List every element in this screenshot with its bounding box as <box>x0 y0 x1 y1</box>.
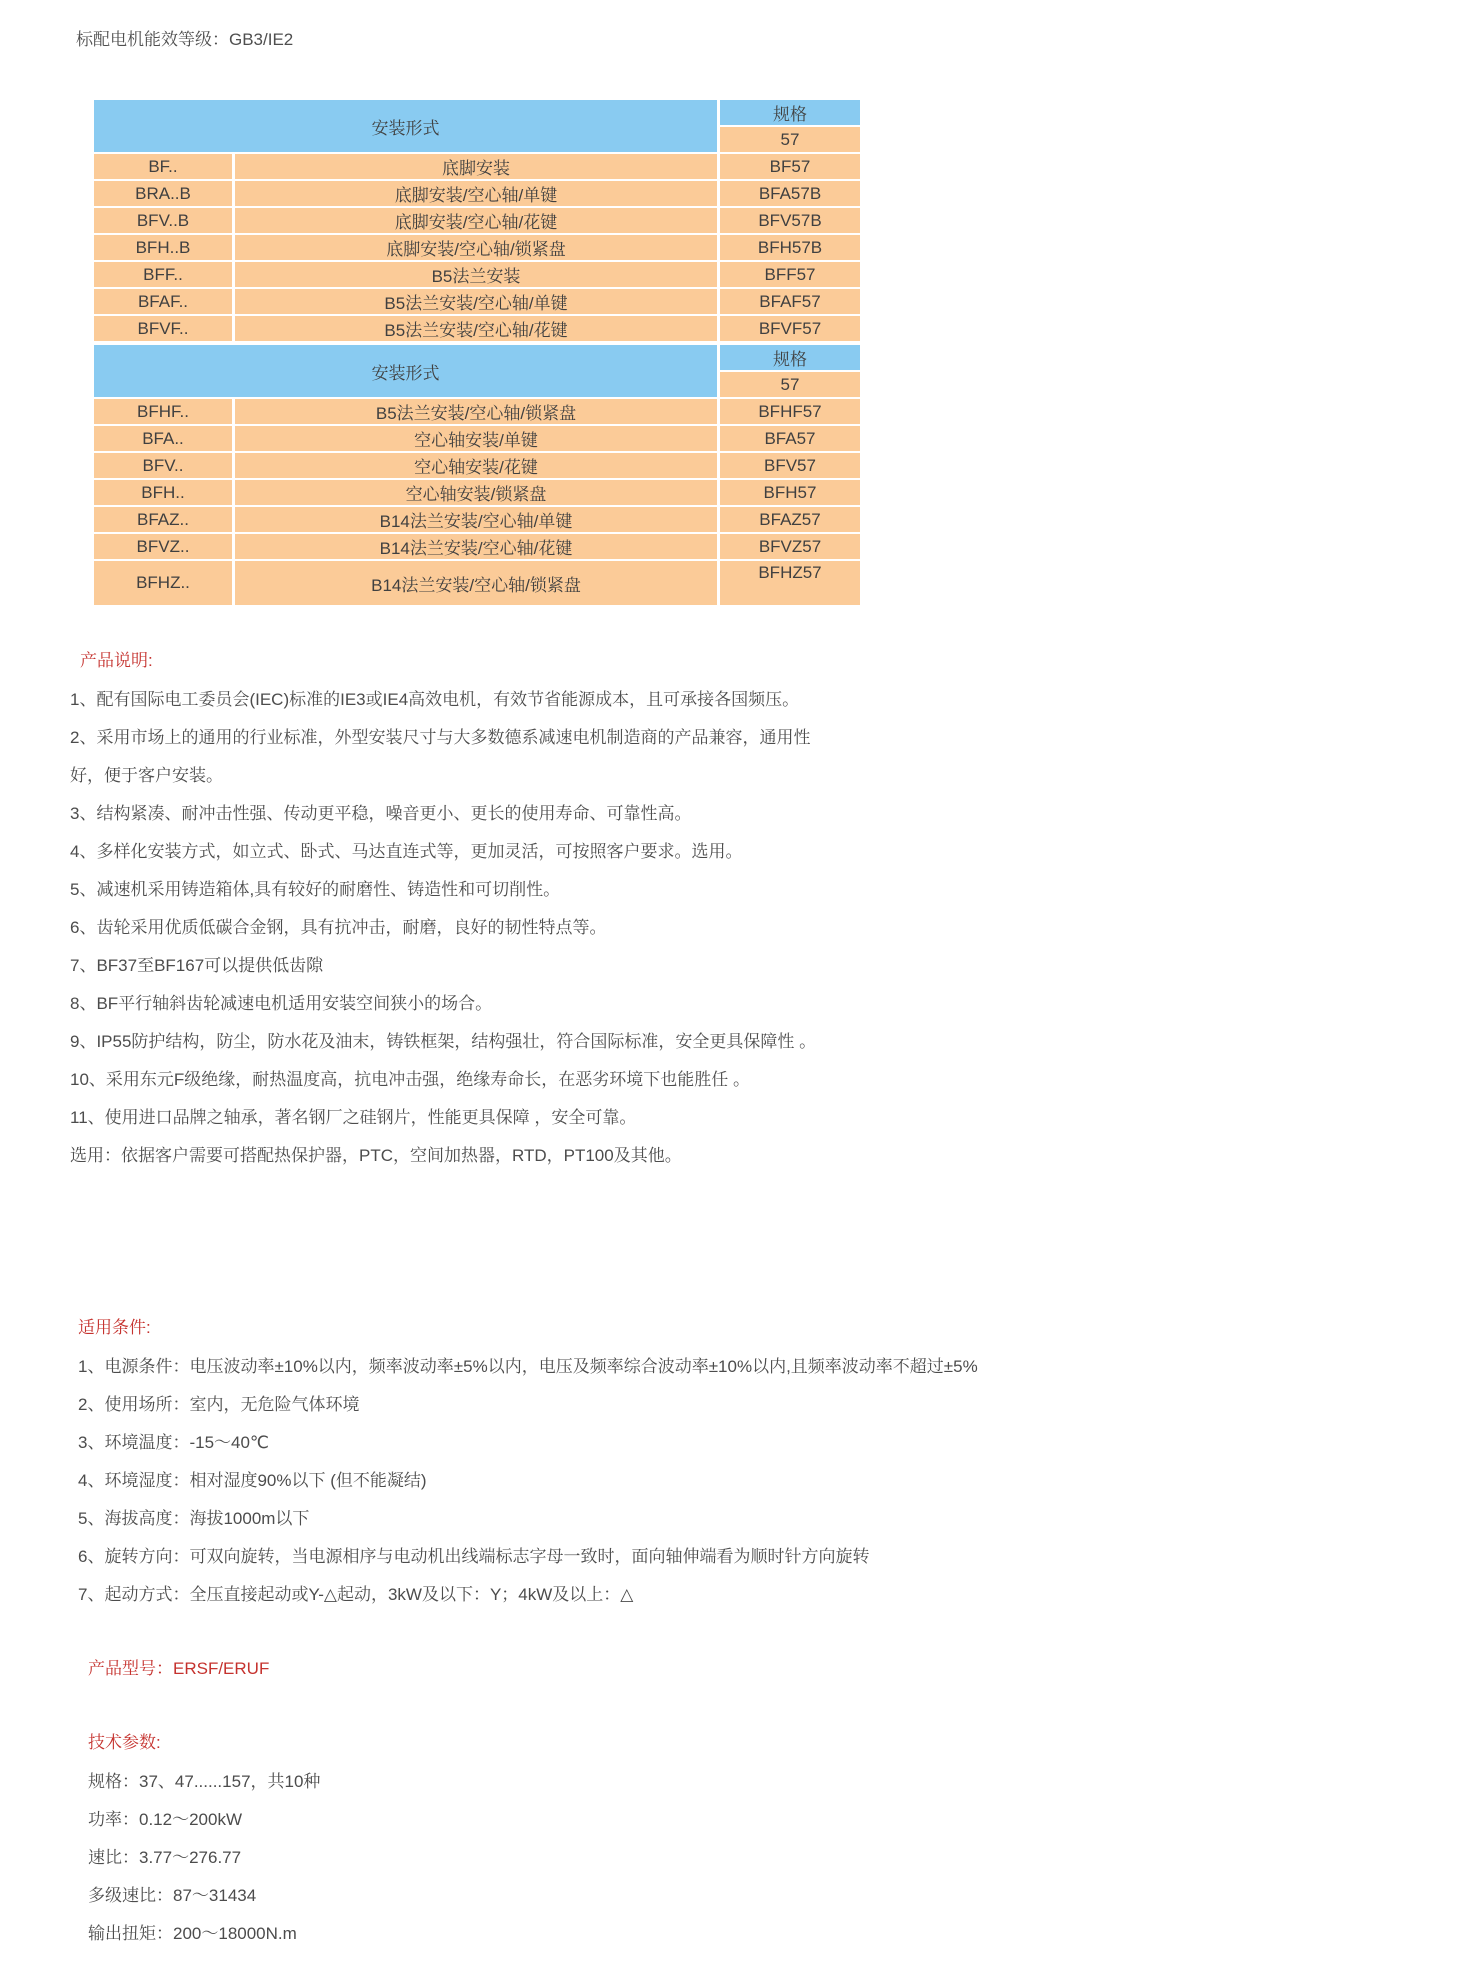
condition-line: 7、起动方式：全压直接起动或Y-△起动，3kW及以下：Y；4kW及以上：△ <box>78 1585 634 1604</box>
spec-model-cell: BFVZ57 <box>720 534 860 559</box>
mount-desc-cell: 底脚安装/空心轴/花键 <box>235 208 717 233</box>
description-line: 11、使用进口品牌之轴承，著名钢厂之硅钢片，性能更具保障 ，安全可靠。 <box>70 1108 637 1127</box>
spec-model-cell: BFHZ57 <box>720 561 860 605</box>
table-row <box>94 399 860 424</box>
model-code-cell: BFVF.. <box>94 316 232 341</box>
spec-model-cell: BFAF57 <box>720 289 860 314</box>
spec-size-cell: 57 <box>720 372 860 397</box>
model-code-cell: BF.. <box>94 154 232 179</box>
table-row <box>94 426 860 451</box>
tech-param-line: 规格：37、47......157，共10种 <box>88 1772 321 1791</box>
condition-line: 5、海拔高度：海拔1000m以下 <box>78 1509 310 1528</box>
condition-line: 4、环境湿度：相对湿度90%以下 (但不能凝结) <box>78 1471 427 1490</box>
condition-line: 2、使用场所：室内，无危险气体环境 <box>78 1395 360 1414</box>
description-line: 选用：依据客户需要可搭配热保护器，PTC，空间加热器，RTD，PT100及其他。 <box>70 1146 682 1165</box>
applicable-conditions-heading: 适用条件: <box>78 1318 151 1337</box>
spec-model-cell: BFA57B <box>720 181 860 206</box>
mount-desc-cell: 底脚安装 <box>235 154 717 179</box>
motor-efficiency-note: 标配电机能效等级：GB3/IE2 <box>76 30 294 49</box>
product-model-label: 产品型号：ERSF/ERUF <box>88 1659 270 1678</box>
tech-param-line: 速比：3.77～276.77 <box>88 1848 242 1867</box>
spec-model-cell: BFA57 <box>720 426 860 451</box>
table-row <box>94 235 860 260</box>
description-line: 7、BF37至BF167可以提供低齿隙 <box>70 956 324 975</box>
description-line: 4、多样化安装方式，如立式、卧式、马达直连式等，更加灵活，可按照客户要求。选用。 <box>70 842 743 861</box>
spec-model-cell: BFV57 <box>720 453 860 478</box>
spec-model-cell: BFH57B <box>720 235 860 260</box>
mount-desc-cell: 空心轴安装/锁紧盘 <box>235 480 717 505</box>
table-row <box>94 289 860 314</box>
model-code-cell: BFHZ.. <box>94 561 232 605</box>
tech-param-line: 功率：0.12～200kW <box>88 1810 242 1829</box>
description-line: 10、采用东元F级绝缘，耐热温度高，抗电冲击强，绝缘寿命长，在恶劣环境下也能胜任 。 <box>70 1070 751 1089</box>
description-line: 6、齿轮采用优质低碳合金钢，具有抗冲击，耐磨，良好的韧性特点等。 <box>70 918 607 937</box>
mount-type-header: 安装形式 <box>94 345 717 397</box>
model-code-cell: BFV..B <box>94 208 232 233</box>
product-description-heading: 产品说明: <box>80 651 153 670</box>
spec-header: 规格 <box>720 100 860 125</box>
model-code-cell: BFF.. <box>94 262 232 287</box>
tech-params-list <box>88 1763 320 1953</box>
table-row <box>94 154 860 179</box>
mount-desc-cell: B14法兰安装/空心轴/花键 <box>235 534 717 559</box>
spec-model-cell: BFHF57 <box>720 399 860 424</box>
condition-line: 1、电源条件：电压波动率±10%以内，频率波动率±5%以内，电压及频率综合波动率±10%以内,且频率波动率不超过±5% <box>78 1357 978 1376</box>
table-row <box>94 316 860 341</box>
spec-header: 规格 <box>720 345 860 370</box>
model-code-cell: BFV.. <box>94 453 232 478</box>
description-line: 2、采用市场上的通用的行业标准，外型安装尺寸与大多数德系减速电机制造商的产品兼容，通用性 <box>70 728 811 747</box>
model-code-cell: BFAZ.. <box>94 507 232 532</box>
condition-line: 3、环境温度：-15～40℃ <box>78 1433 270 1452</box>
tech-param-line: 多级速比：87～31434 <box>88 1886 257 1905</box>
description-line: 9、IP55防护结构，防尘，防水花及油末，铸铁框架，结构强壮，符合国际标准，安全更具保障性 。 <box>70 1032 817 1051</box>
table-row <box>94 262 860 287</box>
spec-model-cell: BFVF57 <box>720 316 860 341</box>
mount-desc-cell: B5法兰安装/空心轴/锁紧盘 <box>235 399 717 424</box>
table-row <box>94 561 860 605</box>
product-description-list <box>70 681 816 1175</box>
model-code-cell: BFH.. <box>94 480 232 505</box>
mount-desc-cell: 空心轴安装/花键 <box>235 453 717 478</box>
spec-model-cell: BFAZ57 <box>720 507 860 532</box>
mount-desc-cell: B14法兰安装/空心轴/单键 <box>235 507 717 532</box>
description-line: 1、配有国际电工委员会(IEC)标准的IE3或IE4高效电机，有效节省能源成本，且可承接各国频压。 <box>70 690 800 709</box>
spec-model-cell: BFF57 <box>720 262 860 287</box>
model-code-cell: BRA..B <box>94 181 232 206</box>
tech-params-heading: 技术参数: <box>88 1733 161 1752</box>
description-line: 5、减速机采用铸造箱体,具有较好的耐磨性、铸造性和可切削性。 <box>70 880 561 899</box>
description-line: 好，便于客户安装。 <box>70 766 223 785</box>
description-line: 8、BF平行轴斜齿轮减速电机适用安装空间狭小的场合。 <box>70 994 493 1013</box>
mount-desc-cell: B14法兰安装/空心轴/锁紧盘 <box>235 561 717 605</box>
table-row <box>94 181 860 206</box>
spec-size-cell: 57 <box>720 127 860 152</box>
table-row <box>94 534 860 559</box>
mount-desc-cell: B5法兰安装/空心轴/花键 <box>235 316 717 341</box>
table-row <box>94 480 860 505</box>
mount-desc-cell: 底脚安装/空心轴/单键 <box>235 181 717 206</box>
table-row <box>94 453 860 478</box>
mount-desc-cell: 底脚安装/空心轴/锁紧盘 <box>235 235 717 260</box>
applicable-conditions-list <box>78 1348 978 1614</box>
mount-desc-cell: B5法兰安装/空心轴/单键 <box>235 289 717 314</box>
description-line: 3、结构紧凑、耐冲击性强、传动更平稳，噪音更小、更长的使用寿命、可靠性高。 <box>70 804 692 823</box>
spec-model-cell: BFH57 <box>720 480 860 505</box>
model-code-cell: BFHF.. <box>94 399 232 424</box>
model-code-cell: BFA.. <box>94 426 232 451</box>
mount-desc-cell: 空心轴安装/单键 <box>235 426 717 451</box>
mounting-tables <box>91 98 863 607</box>
mount-type-header: 安装形式 <box>94 100 717 152</box>
model-code-cell: BFVZ.. <box>94 534 232 559</box>
mounting-table-1 <box>91 98 863 343</box>
model-code-cell: BFH..B <box>94 235 232 260</box>
table-row <box>94 507 860 532</box>
tech-param-line: 输出扭矩：200～18000N.m <box>88 1924 297 1943</box>
mount-desc-cell: B5法兰安装 <box>235 262 717 287</box>
spec-model-cell: BF57 <box>720 154 860 179</box>
table-row <box>94 208 860 233</box>
mounting-table-2 <box>91 343 863 607</box>
model-code-cell: BFAF.. <box>94 289 232 314</box>
condition-line: 6、旋转方向：可双向旋转，当电源相序与电动机出线端标志字母一致时，面向轴伸端看为顺时针方向旋转 <box>78 1547 870 1566</box>
spec-model-cell: BFV57B <box>720 208 860 233</box>
